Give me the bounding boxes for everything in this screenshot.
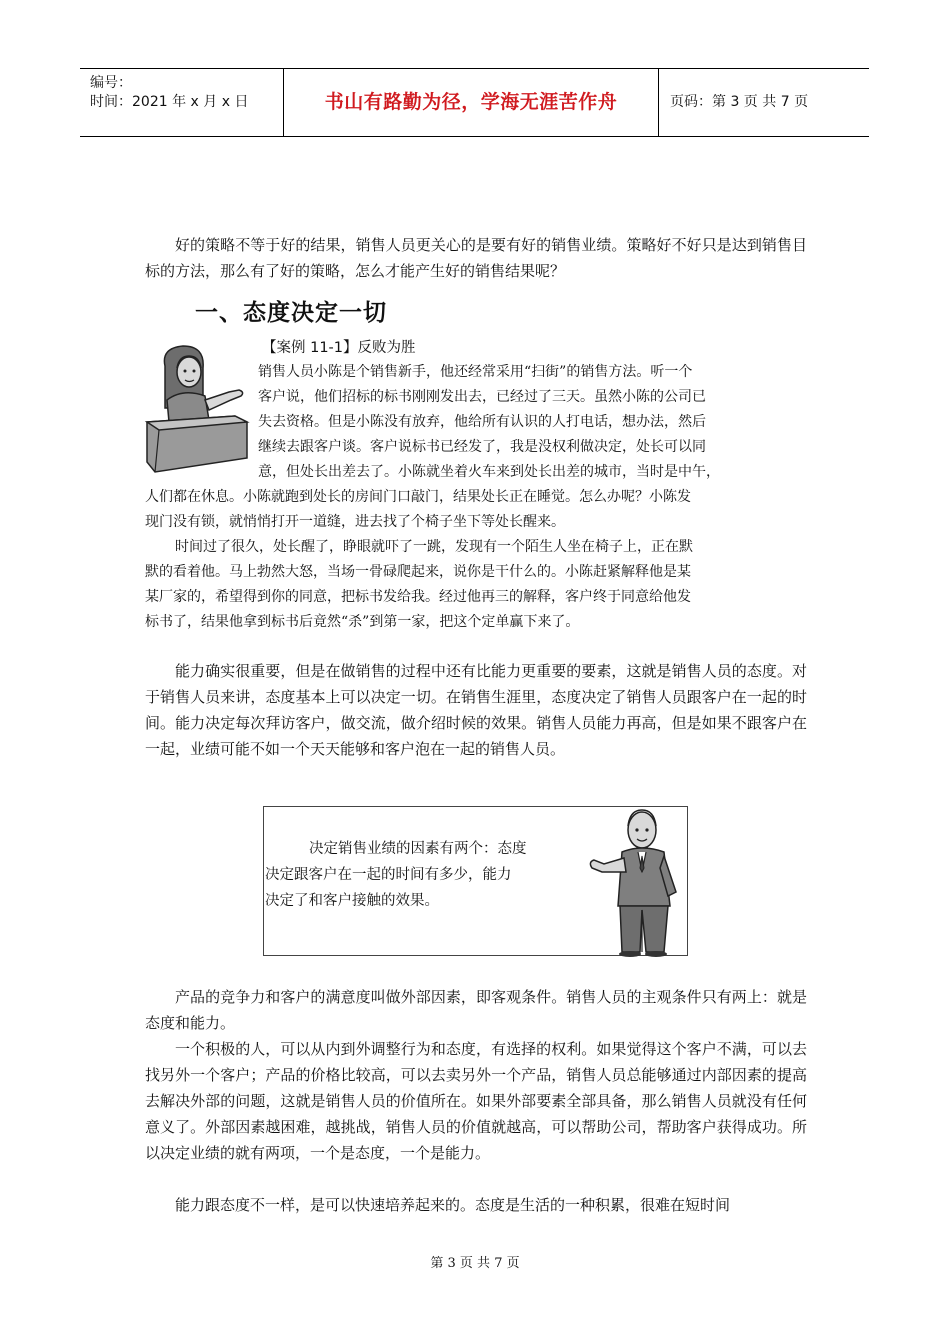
callout-line: 决定销售业绩的因素有两个：态度 — [309, 841, 527, 857]
page-footer: 第 3 页 共 7 页 — [430, 1256, 520, 1271]
callout-text — [265, 836, 583, 914]
businessman-at-desk-illustration — [143, 338, 255, 476]
external-factors-paragraph: 产品的竞争力和客户的满意度叫做外部因素，即客观条件。销售人员的主观条件只有两上：就是态度和能力。 — [145, 988, 807, 1032]
case-line: 继续去跟客户谈。客户说标书已经发了，我是没权利做决定，处长可以同 — [258, 439, 706, 455]
ability-paragraph: 能力确实很重要，但是在做销售的过程中还有比能力更重要的要素，这就是销售人员的态度。对于销售人员来讲，态度基本上可以决定一切。在销售生涯里，态度决定了销售人员跟客户在一起的时间。能力决定每次拜访客户，做交流，做介绍时候的效果。销售人员能力再高，但是如果不跟客户在一起，业绩可能不如一个天天能够和客户泡在一起的销售人员。 — [145, 662, 807, 758]
case-line: 失去资格。但是小陈没有放弃，他给所有认识的人打电话，想办法，然后 — [258, 414, 706, 430]
case-line: 时间过了很久，处长醒了，睁眼就吓了一跳，发现有一个陌生人坐在椅子上，正在默 — [175, 539, 693, 555]
businessman-presenting-illustration — [586, 802, 688, 958]
header-page-label: 页码：第 3 页 共 7 页 — [670, 94, 809, 110]
case-line: 人们都在休息。小陈就跑到处长的房间门口敲门，结果处长正在睡觉。怎么办呢？小陈发 — [145, 489, 691, 505]
header-motto: 书山有路勤为径，学海无涯苦作舟 — [284, 69, 659, 136]
callout-line: 决定了和客户接触的效果。 — [265, 893, 439, 909]
case-line: 销售人员小陈是个销售新手，他还经常采用“扫街”的销售方法。听一个 — [258, 364, 693, 380]
case-line: 意，但处长出差去了。小陈就坐着火车来到处长出差的城市，当时是中午， — [258, 464, 720, 480]
case-line: 默的看着他。马上勃然大怒，当场一骨碌爬起来，说你是干什么的。小陈赶紧解释他是某 — [145, 564, 691, 580]
section-heading: 一、态度决定一切 — [195, 300, 387, 326]
case-title: 【案例 11-1】反败为胜 — [262, 340, 416, 356]
page-header — [80, 68, 869, 137]
case-line: 标书了，结果他拿到标书后竟然“杀”到第一家，把这个定单赢下来了。 — [145, 614, 580, 630]
number-label: 编号： — [90, 75, 132, 91]
case-line: 客户说，他们招标的标书刚刚发出去，已经过了三天。虽然小陈的公司已 — [258, 389, 706, 405]
positive-person-paragraph: 一个积极的人，可以从内到外调整行为和态度，有选择的权利。如果觉得这个客户不满，可以去找另外一个客户；产品的价格比较高，可以去卖另外一个产品，销售人员总能够通过内部因素的提高去解决外部的问题，这就是销售人员的价值所在。如果外部要素全部具备，那么销售人员就没有任何意义了。外部因素越困难，越挑战，销售人员的价值就越高，可以帮助公司，帮助客户获得成功。所以决定业绩的就有两项，一个是态度，一个是能力。 — [145, 1040, 807, 1162]
ability-attitude-paragraph: 能力跟态度不一样，是可以快速培养起来的。态度是生活的一种积累，很难在短时间 — [175, 1196, 731, 1214]
date-label: 时间：2021 年 x 月 x 日 — [90, 94, 249, 110]
case-line: 某厂家的，希望得到你的同意，把标书发给我。经过他再三的解释，客户终于同意给他发 — [145, 589, 691, 605]
case-line: 现门没有锁，就悄悄打开一道缝，进去找了个椅子坐下等处长醒来。 — [145, 514, 565, 530]
intro-paragraph: 好的策略不等于好的结果，销售人员更关心的是要有好的销售业绩。策略好不好只是达到销售目标的方法，那么有了好的策略，怎么才能产生好的销售结果呢？ — [145, 236, 807, 280]
header-meta-cell — [80, 69, 284, 136]
callout-line: 决定跟客户在一起的时间有多少，能力 — [265, 867, 512, 883]
